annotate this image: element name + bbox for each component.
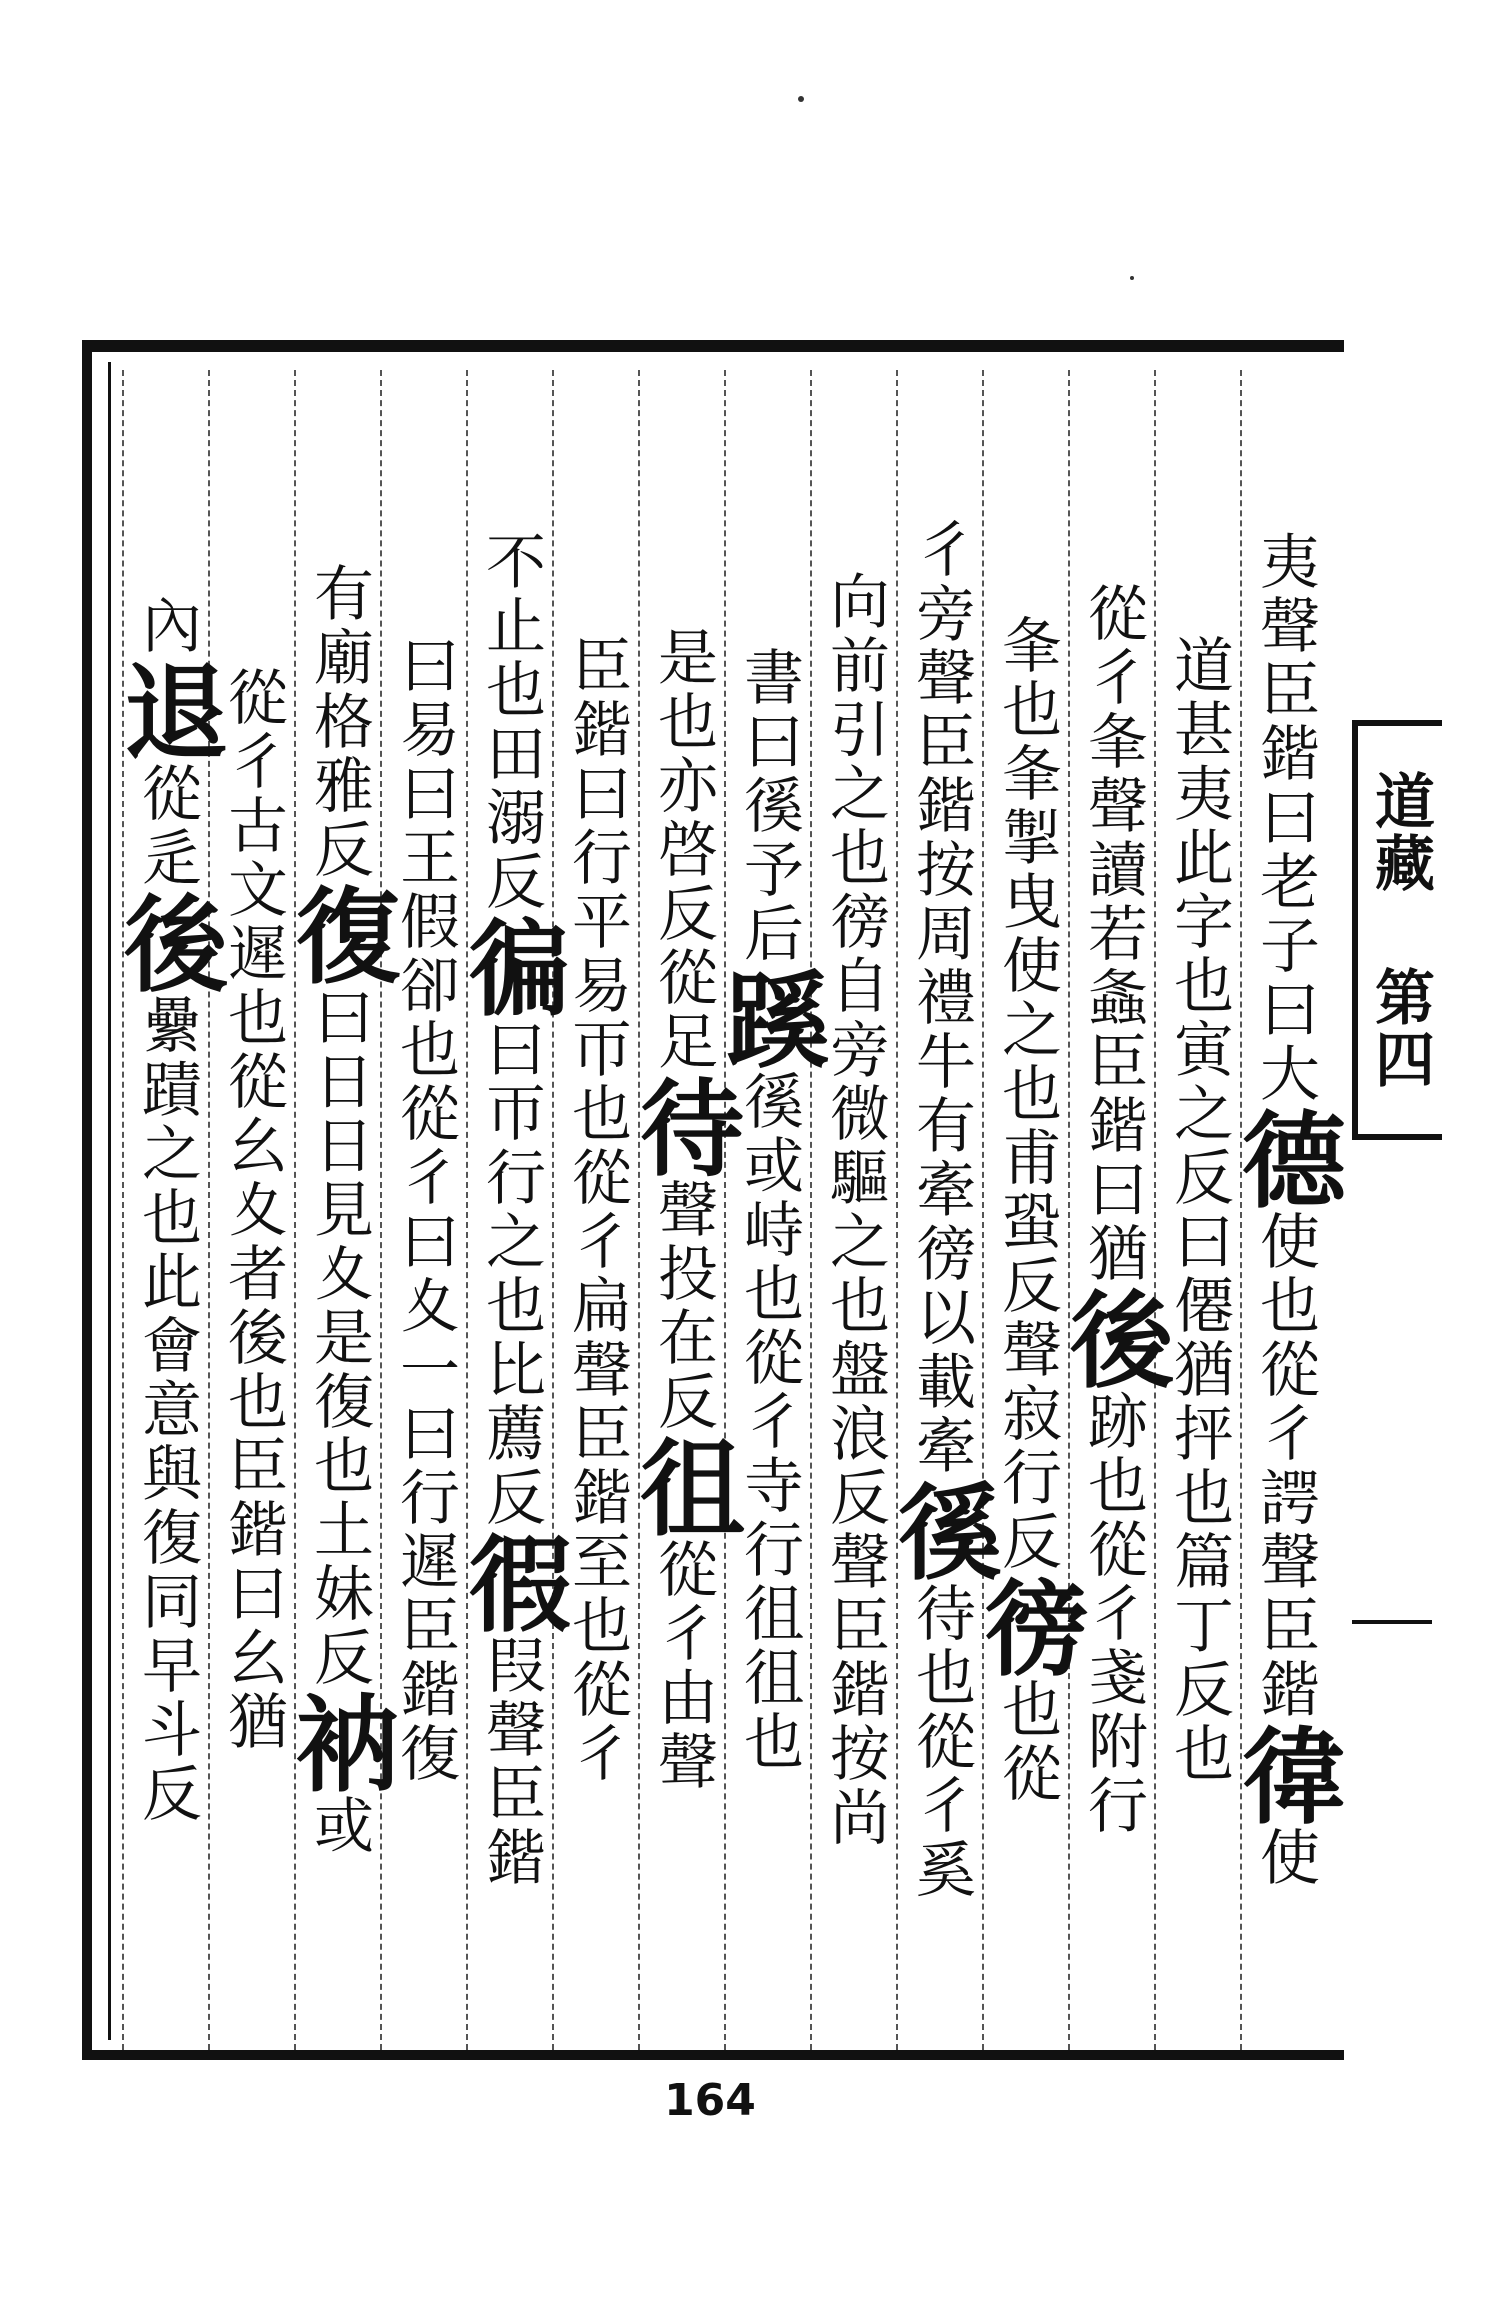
text-column <box>106 370 229 2050</box>
text-run: 待也從彳奚 <box>906 1582 976 1902</box>
seal-script-character: 徧 <box>450 914 573 1018</box>
text-run: 也從 <box>992 1678 1062 1806</box>
text-run: 行徂徂也 <box>734 1518 804 1774</box>
seal-script-character: 蹊 <box>708 966 831 1070</box>
text-column <box>622 370 745 2050</box>
text-run: 從彳由聲 <box>648 1538 718 1794</box>
text-run: 曰日日見夊是復也土妹反 <box>304 986 374 1690</box>
text-column <box>278 370 401 2050</box>
text-run: 復 <box>390 1722 460 1786</box>
text-run: 從彳 <box>218 666 288 794</box>
text-run: 曰僊猶抨也篇丁反 <box>1164 1210 1234 1722</box>
seal-script-character: 徫 <box>1224 1722 1347 1826</box>
text-run: 從彳夆聲讀若螽臣鍇曰猶 <box>1078 582 1148 1286</box>
text-run: 夷聲臣鍇曰老子曰大 <box>1250 530 1320 1106</box>
text-run: 使 <box>1250 1826 1320 1890</box>
text-run: 是也亦啓反 <box>648 626 718 946</box>
margin-tick-mark <box>1352 1620 1432 1624</box>
text-column <box>1154 370 1242 2050</box>
text-run: 曰帀行之也比薦反 <box>476 1018 546 1530</box>
seal-script-character: 徂 <box>622 1434 745 1538</box>
text-column <box>1224 370 1347 2050</box>
text-column <box>552 370 640 2050</box>
text-column <box>966 370 1089 2050</box>
text-run: 也 <box>1164 1722 1234 1786</box>
text-run: 不止也田溺反 <box>476 530 546 914</box>
text-column <box>380 370 468 2050</box>
text-run: 跡也從彳戔 <box>1078 1390 1148 1710</box>
text-run: 叚聲臣鍇 <box>476 1634 546 1890</box>
text-run: 卻也從彳曰夊一曰行遲臣鍇 <box>390 954 460 1722</box>
text-run: 臣鍇曰行平易 <box>562 634 632 1018</box>
text-run: 使也從彳諤聲臣鍇 <box>1250 1210 1320 1722</box>
text-run: 曰易曰王假 <box>390 634 460 954</box>
dust-speck <box>1130 276 1134 280</box>
seal-script-character: 復 <box>278 882 401 986</box>
seal-script-character: 退 <box>106 658 229 762</box>
text-run: 附行 <box>1078 1710 1148 1838</box>
text-run: 向前引之也徬自旁微驅之也盤浪反 <box>820 570 890 1530</box>
seal-script-character: 徦 <box>450 1530 573 1634</box>
page-number: 164 <box>664 2075 756 2126</box>
seal-script-character: 德 <box>1224 1106 1347 1210</box>
text-run: 彳旁聲臣鍇按周禮牛有牽徬以載牽 <box>906 518 976 1478</box>
text-run: 夆也夆掣曳使之也甫蛩反 <box>992 614 1062 1318</box>
text-run: 古文 <box>218 794 288 922</box>
seal-script-character: 徯 <box>880 1478 1003 1582</box>
dust-speck <box>798 96 804 102</box>
text-run: 纍蹟之也此會意與復同早斗反 <box>132 994 202 1826</box>
text-run: 遲也從幺夊者後也臣鍇曰幺猶 <box>218 922 288 1754</box>
text-column <box>1052 370 1175 2050</box>
text-run: 有廟格雅反 <box>304 562 374 882</box>
text-column <box>208 370 296 2050</box>
text-run: 或 <box>304 1794 374 1858</box>
text-block-frame <box>82 340 1347 2060</box>
seal-script-character: 衲 <box>278 1690 401 1794</box>
seal-script-character: 待 <box>622 1074 745 1178</box>
text-run: 帀也從彳扁聲臣鍇 <box>562 1018 632 1530</box>
text-column <box>450 370 573 2050</box>
text-run: 徯或 <box>734 1070 804 1198</box>
inner-border-rule <box>108 362 111 2040</box>
seal-script-character: 後 <box>1052 1286 1175 1390</box>
text-column <box>880 370 1003 2050</box>
text-run: 從辵 <box>132 762 202 890</box>
text-run: 聲臣鍇按尚 <box>820 1530 890 1850</box>
seal-script-character: 徬 <box>966 1574 1089 1678</box>
text-column <box>810 370 898 2050</box>
text-run: 聲投在反 <box>648 1178 718 1434</box>
text-run: 內 <box>132 594 202 658</box>
text-run: 道甚夷此字也寅之反 <box>1164 634 1234 1210</box>
text-run: 至也從彳 <box>562 1530 632 1786</box>
text-run: 聲寂行反 <box>992 1318 1062 1574</box>
text-run: 從足 <box>648 946 718 1074</box>
text-column <box>708 370 831 2050</box>
margin-title-label: 道藏 第四 <box>1352 720 1442 1140</box>
text-run: 峙也從彳寺 <box>734 1198 804 1518</box>
text-run: 書曰徯予后 <box>734 646 804 966</box>
seal-script-character: 後 <box>106 890 229 994</box>
